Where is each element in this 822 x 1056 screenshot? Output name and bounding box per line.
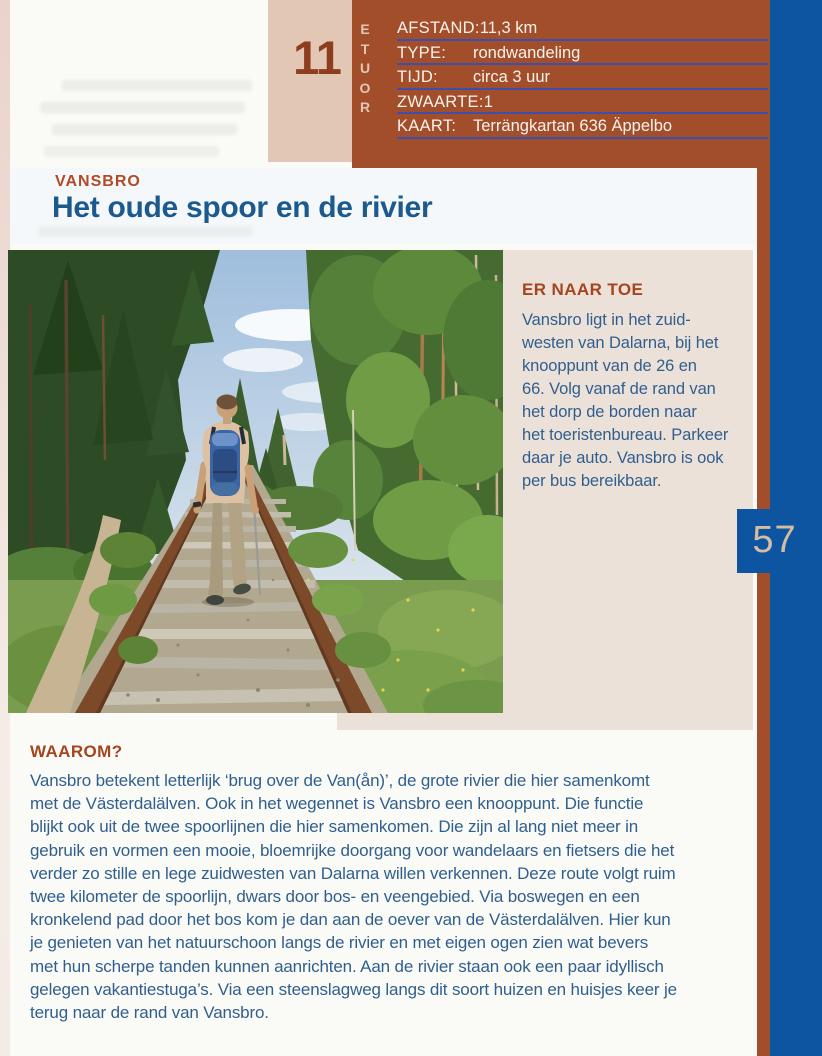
getting-there-text — [522, 309, 750, 493]
route-info-row — [397, 90, 768, 115]
route-vertical-label: E T U O R — [359, 21, 371, 115]
town-kicker: VANSBRO — [55, 173, 141, 190]
bleed-through-artifact — [62, 80, 252, 91]
bleed-through-artifact — [44, 146, 219, 157]
paragraph-line: met hun scherpe tanden kunnen aanrichten. Aan de rivier staan ook een paar idyllisch — [30, 956, 664, 976]
why-section — [30, 742, 760, 1024]
paragraph-line: blijkt ook uit de twee spoorlijnen die hier samenkomen. Die zijn al lang niet meer in — [30, 817, 639, 837]
route-info-value: circa 3 uur — [473, 68, 551, 87]
bleed-through-artifact — [52, 124, 237, 135]
paragraph-line: twee kilometer de spoorlijn, dwars door bos- en veengebied. Via boswegen en een — [30, 887, 640, 907]
route-info-row — [397, 65, 768, 90]
page-title: Het oude spoor en de rivier — [52, 191, 433, 224]
route-info-box — [352, 0, 768, 168]
route-info-label: KAART: — [397, 117, 457, 136]
route-info-value: rondwandeling — [473, 43, 581, 62]
paragraph-line: met de Västerdalälven. Ook in het wegennet is Vansbro een knooppunt. Die functie — [30, 794, 644, 814]
route-info-label: TYPE: — [397, 43, 447, 62]
paragraph-line: Vansbro betekent letterlijk ‘brug over de Van(ån)’, de grote rivier die hier samenkomt — [30, 771, 650, 790]
paragraph-line: gelegen vakantiestuga’s. Via een steenslagweg langs dit soort huizen en huisjes keer je — [30, 979, 677, 999]
paragraph-line: verder zo stille en lege zuidwesten van Dalarna willen verkennen. Deze route volgt ruim — [30, 863, 676, 883]
route-info-label: TIJD: — [397, 68, 438, 87]
route-info-value: Terrängkartan 636 Äppelbo — [473, 117, 673, 136]
paragraph-line: westen van Dalarna, bij het — [522, 334, 719, 352]
paragraph-line: terug naar de rand van Vansbro. — [30, 1003, 269, 1023]
why-heading: WAAROM? — [30, 742, 123, 761]
paragraph-line: per bus bereikbaar. — [522, 472, 662, 490]
page-number: 57 — [752, 519, 797, 561]
paragraph-line: je genieten van het natuurschoon langs de rivier en met eigen ogen zien wat bevers — [30, 933, 649, 953]
bleed-through-artifact — [40, 102, 245, 113]
paragraph-line: het dorp de borden naar — [522, 403, 697, 421]
paragraph-line: 66. Volg vanaf de rand van — [522, 380, 716, 398]
route-info-label: AFSTAND: — [397, 19, 480, 37]
route-number-block — [268, 0, 352, 162]
paragraph-line: daar je auto. Vansbro is ook — [522, 449, 724, 467]
route-info-value: 1 — [483, 92, 493, 111]
paragraph-line: het toeristenbureau. Parkeer — [522, 426, 729, 444]
paragraph-line: knooppunt van de 26 en — [522, 357, 697, 375]
route-info-row — [397, 16, 768, 41]
route-info-label: ZWAARTE: — [397, 92, 484, 111]
route-info-row — [397, 114, 768, 139]
getting-there-heading: ER NAAR TOE — [522, 280, 644, 299]
why-text — [30, 769, 760, 1024]
title-band — [10, 168, 757, 244]
paragraph-line: gebruik en vormen een mooie, bloemrijke doorgang voor wandelaars en fietsers die het — [30, 840, 675, 860]
paragraph-line: kronkelend pad door het bos kom je dan aan de oever van de Västerdalälven. Hier kun — [30, 910, 671, 930]
paragraph-line: Vansbro ligt in het zuid- — [522, 311, 691, 329]
route-info-row — [397, 41, 768, 66]
bleed-through-artifact — [38, 226, 253, 237]
route-photo — [8, 250, 503, 713]
route-number: 11 — [293, 31, 341, 84]
page-number-tab — [737, 509, 822, 573]
route-info-value: 11,3 km — [479, 19, 538, 37]
